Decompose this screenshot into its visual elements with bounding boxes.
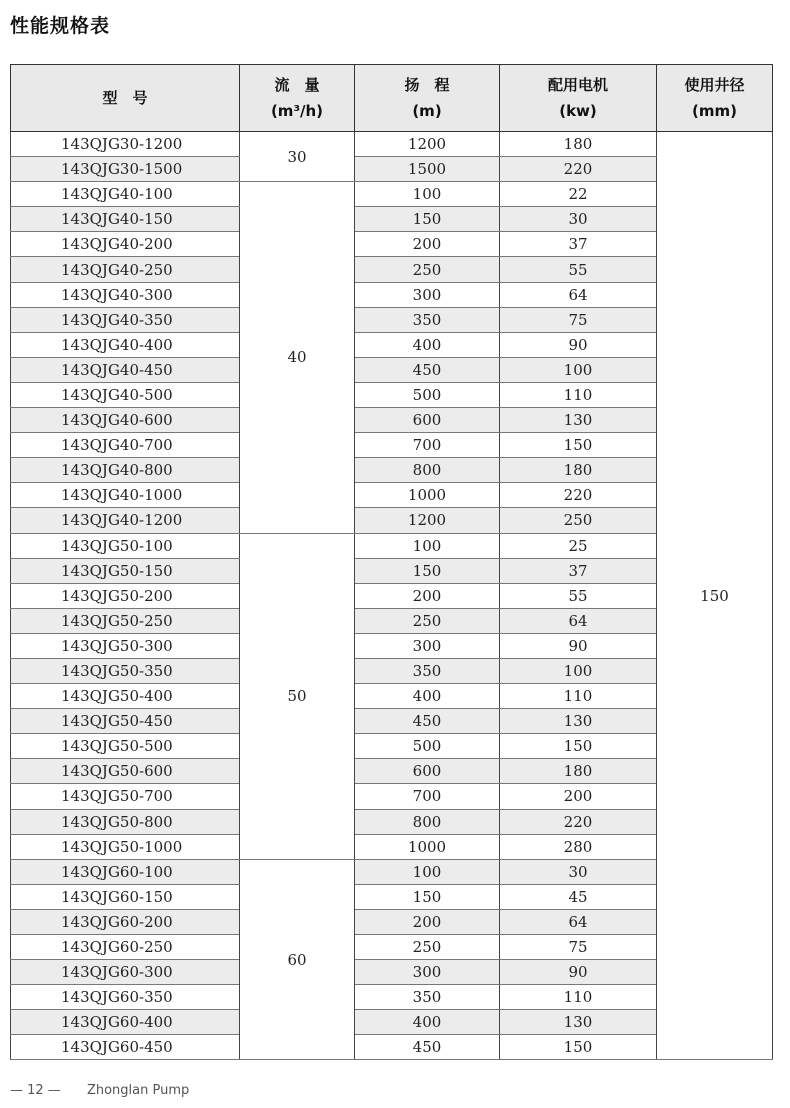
model-cell: 143QJG50-1000 <box>11 834 240 859</box>
motor-power-cell: 64 <box>500 909 657 934</box>
head-cell: 400 <box>355 684 500 709</box>
model-cell: 143QJG40-700 <box>11 433 240 458</box>
motor-power-cell: 30 <box>500 859 657 884</box>
page-number: — 12 — <box>10 1083 61 1098</box>
head-cell: 1000 <box>355 483 500 508</box>
model-cell: 143QJG40-400 <box>11 332 240 357</box>
motor-power-cell: 110 <box>500 382 657 407</box>
brand-name: Zhonglan Pump <box>86 1083 190 1098</box>
head-cell: 1200 <box>355 508 500 533</box>
head-cell: 450 <box>355 1035 500 1060</box>
head-cell: 500 <box>355 734 500 759</box>
page-title: 性能规格表 <box>10 15 111 37</box>
head-cell: 700 <box>355 784 500 809</box>
motor-power-cell: 280 <box>500 834 657 859</box>
head-cell: 1500 <box>355 157 500 182</box>
model-cell: 143QJG40-150 <box>11 207 240 232</box>
model-cell: 143QJG40-500 <box>11 382 240 407</box>
head-cell: 400 <box>355 1010 500 1035</box>
model-cell: 143QJG40-100 <box>11 182 240 207</box>
model-cell: 143QJG40-200 <box>11 232 240 257</box>
model-cell: 143QJG40-1200 <box>11 508 240 533</box>
head-cell: 200 <box>355 909 500 934</box>
model-cell: 143QJG50-250 <box>11 608 240 633</box>
model-cell: 143QJG40-600 <box>11 408 240 433</box>
head-cell: 200 <box>355 583 500 608</box>
head-cell: 350 <box>355 307 500 332</box>
model-cell: 143QJG40-450 <box>11 357 240 382</box>
model-cell: 143QJG40-250 <box>11 257 240 282</box>
head-cell: 500 <box>355 382 500 407</box>
head-cell: 150 <box>355 207 500 232</box>
page-footer <box>10 1083 189 1098</box>
motor-power-cell: 22 <box>500 182 657 207</box>
motor-power-cell: 220 <box>500 483 657 508</box>
head-cell: 350 <box>355 658 500 683</box>
model-cell: 143QJG50-450 <box>11 709 240 734</box>
motor-power-cell: 37 <box>500 558 657 583</box>
model-cell: 143QJG60-400 <box>11 1010 240 1035</box>
motor-power-cell: 250 <box>500 508 657 533</box>
head-cell: 1000 <box>355 834 500 859</box>
model-cell: 143QJG50-150 <box>11 558 240 583</box>
motor-power-cell: 110 <box>500 985 657 1010</box>
model-cell: 143QJG50-800 <box>11 809 240 834</box>
motor-power-cell: 150 <box>500 734 657 759</box>
model-cell: 143QJG60-200 <box>11 909 240 934</box>
head-cell: 600 <box>355 759 500 784</box>
model-cell: 143QJG30-1200 <box>11 132 240 157</box>
motor-power-cell: 37 <box>500 232 657 257</box>
motor-power-cell: 110 <box>500 684 657 709</box>
model-cell: 143QJG60-450 <box>11 1035 240 1060</box>
motor-power-cell: 25 <box>500 533 657 558</box>
motor-power-cell: 30 <box>500 207 657 232</box>
head-cell: 200 <box>355 232 500 257</box>
head-cell: 250 <box>355 608 500 633</box>
model-cell: 143QJG30-1500 <box>11 157 240 182</box>
flow-cell: 50 <box>240 533 355 859</box>
model-cell: 143QJG60-350 <box>11 985 240 1010</box>
motor-power-cell: 45 <box>500 884 657 909</box>
motor-power-cell: 220 <box>500 809 657 834</box>
model-cell: 143QJG50-700 <box>11 784 240 809</box>
head-cell: 450 <box>355 357 500 382</box>
motor-power-cell: 75 <box>500 307 657 332</box>
head-cell: 1200 <box>355 132 500 157</box>
header-model: 型 号 <box>11 65 240 132</box>
motor-power-cell: 130 <box>500 1010 657 1035</box>
model-cell: 143QJG40-1000 <box>11 483 240 508</box>
head-cell: 300 <box>355 282 500 307</box>
motor-power-cell: 90 <box>500 960 657 985</box>
head-cell: 100 <box>355 182 500 207</box>
motor-power-cell: 200 <box>500 784 657 809</box>
head-cell: 600 <box>355 408 500 433</box>
head-cell: 400 <box>355 332 500 357</box>
head-cell: 450 <box>355 709 500 734</box>
model-cell: 143QJG60-150 <box>11 884 240 909</box>
motor-power-cell: 150 <box>500 1035 657 1060</box>
head-cell: 150 <box>355 884 500 909</box>
table-header-row <box>11 65 773 132</box>
well-diameter-cell: 150 <box>657 132 773 1060</box>
model-cell: 143QJG60-300 <box>11 960 240 985</box>
model-cell: 143QJG50-500 <box>11 734 240 759</box>
model-cell: 143QJG50-300 <box>11 633 240 658</box>
head-cell: 300 <box>355 960 500 985</box>
motor-power-cell: 90 <box>500 633 657 658</box>
head-cell: 250 <box>355 257 500 282</box>
model-cell: 143QJG60-250 <box>11 935 240 960</box>
motor-power-cell: 55 <box>500 583 657 608</box>
model-cell: 143QJG60-100 <box>11 859 240 884</box>
motor-power-cell: 90 <box>500 332 657 357</box>
flow-cell: 40 <box>240 182 355 533</box>
flow-cell: 30 <box>240 132 355 182</box>
motor-power-cell: 180 <box>500 458 657 483</box>
motor-power-cell: 150 <box>500 433 657 458</box>
model-cell: 143QJG40-800 <box>11 458 240 483</box>
model-cell: 143QJG50-200 <box>11 583 240 608</box>
motor-power-cell: 75 <box>500 935 657 960</box>
motor-power-cell: 64 <box>500 608 657 633</box>
motor-power-cell: 55 <box>500 257 657 282</box>
head-cell: 100 <box>355 859 500 884</box>
head-cell: 800 <box>355 809 500 834</box>
header-motor: 配用电机 (kw) <box>500 65 657 132</box>
header-well-diameter: 使用井径 (mm) <box>657 65 773 132</box>
motor-power-cell: 180 <box>500 759 657 784</box>
flow-cell: 60 <box>240 859 355 1060</box>
head-cell: 300 <box>355 633 500 658</box>
head-cell: 250 <box>355 935 500 960</box>
header-flow: 流 量 (m³/h) <box>240 65 355 132</box>
motor-power-cell: 64 <box>500 282 657 307</box>
model-cell: 143QJG50-400 <box>11 684 240 709</box>
model-cell: 143QJG50-100 <box>11 533 240 558</box>
model-cell: 143QJG50-600 <box>11 759 240 784</box>
head-cell: 100 <box>355 533 500 558</box>
header-head: 扬 程 (m) <box>355 65 500 132</box>
head-cell: 800 <box>355 458 500 483</box>
model-cell: 143QJG40-350 <box>11 307 240 332</box>
motor-power-cell: 180 <box>500 132 657 157</box>
motor-power-cell: 130 <box>500 709 657 734</box>
table-row <box>11 132 773 157</box>
head-cell: 150 <box>355 558 500 583</box>
model-cell: 143QJG50-350 <box>11 658 240 683</box>
motor-power-cell: 130 <box>500 408 657 433</box>
head-cell: 700 <box>355 433 500 458</box>
motor-power-cell: 100 <box>500 357 657 382</box>
model-cell: 143QJG40-300 <box>11 282 240 307</box>
motor-power-cell: 220 <box>500 157 657 182</box>
motor-power-cell: 100 <box>500 658 657 683</box>
spec-table <box>10 64 773 1060</box>
head-cell: 350 <box>355 985 500 1010</box>
